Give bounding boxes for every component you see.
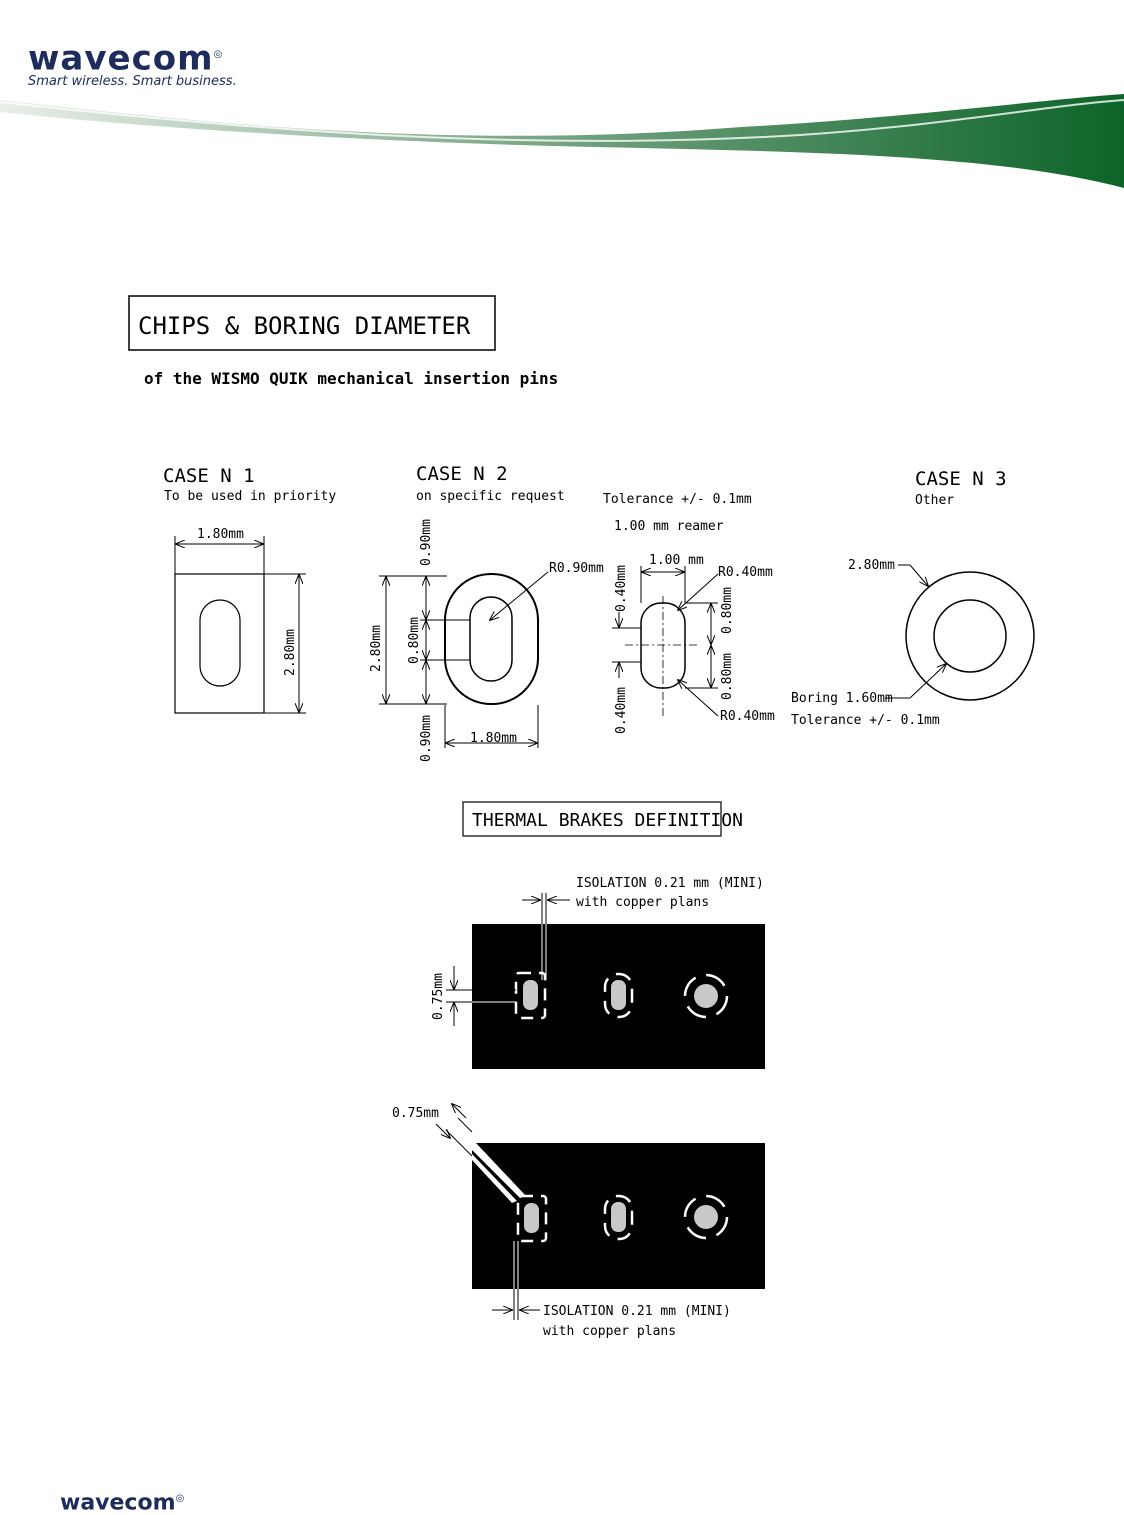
reamer-dim-top: 0.40mm xyxy=(614,565,629,612)
reamer-tolerance: Tolerance +/- 0.1mm xyxy=(603,492,752,507)
iso-bot-line2: with copper plans xyxy=(543,1324,677,1339)
iso-top-line2: with copper plans xyxy=(576,895,710,910)
case1-drawing xyxy=(163,465,336,713)
dim-075-a: 0.75mm xyxy=(431,973,446,1020)
section1-title: CHIPS & BORING DIAMETER xyxy=(138,312,471,340)
section2-title: THERMAL BRAKES DEFINITION xyxy=(472,810,743,831)
case1-dim-width: 1.80mm xyxy=(197,527,244,542)
case3-boring: Boring 1.60mm xyxy=(791,691,893,706)
case2-dim-top: 0.90mm xyxy=(419,519,434,566)
case3-title: CASE N 3 xyxy=(915,468,1007,490)
case2-dim-bottom: 0.90mm xyxy=(419,715,434,762)
header-logo-text: wavecom xyxy=(28,38,214,79)
case2-dim-height: 2.80mm xyxy=(369,625,384,672)
section1-subtitle: of the WISMO QUIK mechanical insertion pins xyxy=(144,369,559,388)
iso-bot-line1: ISOLATION 0.21 mm (MINI) xyxy=(543,1304,731,1319)
dim-075-b: 0.75mm xyxy=(392,1106,439,1121)
footer-logo-text: wavecom xyxy=(60,1490,176,1515)
footer-logo xyxy=(60,1488,184,1514)
header-tagline: Smart wireless. Smart business. xyxy=(28,74,237,89)
case1-dim-height: 2.80mm xyxy=(283,629,298,676)
reamer-dim-width: 1.00 mm xyxy=(649,553,704,568)
case2-drawing xyxy=(369,463,604,762)
thermal-panel-bottom xyxy=(392,1104,765,1339)
case2-dim-width: 1.80mm xyxy=(470,731,517,746)
footer-logo-mark-icon: ◎ xyxy=(175,1493,185,1504)
case2-note: on specific request xyxy=(416,489,565,504)
reamer-radius-bottom: R0.40mm xyxy=(720,709,775,724)
logo-mark-icon: ◎ xyxy=(213,49,224,60)
case1-note: To be used in priority xyxy=(164,489,337,504)
case2-title: CASE N 2 xyxy=(416,463,508,485)
case2-radius: R0.90mm xyxy=(549,561,604,576)
reamer-drawing xyxy=(603,492,775,734)
case3-tolerance: Tolerance +/- 0.1mm xyxy=(791,713,940,728)
case2-dim-mid: 0.80mm xyxy=(407,617,422,664)
thermal-panel-top xyxy=(431,876,765,1069)
reamer-dim-r1: 0.80mm xyxy=(720,587,735,634)
case3-drawing xyxy=(791,468,1034,728)
case1-title: CASE N 1 xyxy=(163,465,255,487)
case3-note: Other xyxy=(915,493,955,508)
reamer-radius-top: R0.40mm xyxy=(718,565,773,580)
reamer-dim-bottom: 0.40mm xyxy=(614,687,629,734)
reamer-label: 1.00 mm reamer xyxy=(614,519,724,534)
reamer-dim-r2: 0.80mm xyxy=(720,653,735,700)
iso-top-line1: ISOLATION 0.21 mm (MINI) xyxy=(576,876,764,891)
case3-dim-outer: 2.80mm xyxy=(848,558,895,573)
